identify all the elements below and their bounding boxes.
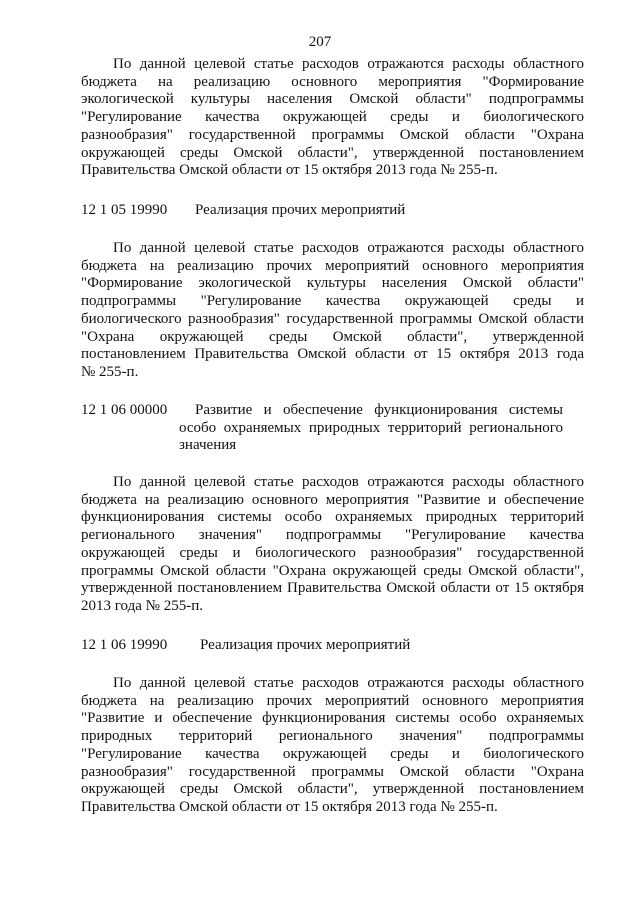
paragraph-line: По данной целевой статье расходов отражаются расходы областного	[113, 56, 584, 72]
paragraph-4	[81, 675, 584, 817]
paragraph-line: бюджета на реализацию основного мероприятия "Формирование	[81, 73, 584, 90]
paragraph-line: разнообразия" государственной программы Омской области "Охрана	[81, 763, 584, 780]
paragraph-line: Правительства Омской области от 15 октября 2013 года № 255-п.	[81, 798, 498, 815]
paragraph-line: окружающей среды Омской области", утвержденной постановлением	[81, 144, 584, 161]
paragraph-line: № 255-п.	[81, 363, 139, 380]
paragraph-line: регионального значения" подпрограммы "Регулирование качества	[81, 527, 584, 544]
paragraph-line: По данной целевой статье расходов отражаются расходы областного	[113, 240, 584, 256]
section-title-line: Реализация прочих мероприятий	[200, 637, 411, 653]
paragraph-line: бюджета на реализацию прочих мероприятий основного мероприятия	[81, 692, 584, 709]
section-title	[195, 202, 575, 220]
paragraph-line: 2013 года № 255-п.	[81, 597, 203, 614]
paragraph-1	[81, 56, 584, 180]
paragraph-line: экологической культуры населения Омской области" подпрограммы	[81, 91, 584, 108]
paragraph-line: "Регулирование качества окружающей среды и биологического	[81, 745, 584, 762]
section-title-line: особо охраняемых природных территорий регионального	[179, 419, 563, 436]
paragraph-line: "Охрана окружающей среды Омской области", утвержденной	[81, 328, 584, 345]
section-title-line: Реализация прочих мероприятий	[195, 202, 406, 218]
paragraph-line: "Регулирование качества окружающей среды и биологического	[81, 109, 584, 126]
section-title	[195, 402, 563, 420]
paragraph-line: природных территорий регионального значения" подпрограммы	[81, 728, 584, 745]
budget-code: 12 1 06 00000	[81, 402, 168, 418]
paragraph-3	[81, 474, 584, 616]
paragraph-line: "Развитие и обеспечение функционирования системы особо охраняемых	[81, 710, 584, 727]
paragraph-line: утвержденной постановлением Правительства Омской области от 15 октября	[81, 580, 584, 597]
paragraph-line: постановлением Правительства Омской области от 15 октября 2013 года	[81, 346, 584, 363]
paragraph-line: По данной целевой статье расходов отражаются расходы областного	[113, 474, 584, 490]
paragraph-line: По данной целевой статье расходов отражаются расходы областного	[113, 675, 584, 691]
paragraph-line: функционирования системы особо охраняемых природных территорий	[81, 509, 584, 526]
page-number: 207	[308, 34, 332, 50]
paragraph-line: "Формирование экологической культуры населения Омской области"	[81, 275, 584, 292]
paragraph-line: окружающей среды и биологического разнообразия" государственной	[81, 544, 584, 561]
budget-code: 12 1 05 19990	[81, 202, 168, 218]
paragraph-line: бюджета на реализацию основного мероприятия "Развитие и обеспечение	[81, 491, 584, 508]
paragraph-line: бюджета на реализацию прочих мероприятий основного мероприятия	[81, 257, 584, 274]
paragraph-line: программы Омской области "Охрана окружающей среды Омской области",	[81, 562, 584, 579]
section-title	[179, 420, 563, 455]
budget-code: 12 1 06 19990	[81, 637, 168, 653]
paragraph-line: разнообразия" государственной программы Омской области "Охрана	[81, 126, 584, 143]
paragraph-line: окружающей среды Омской области", утвержденной постановлением	[81, 781, 584, 798]
section-title	[200, 637, 580, 655]
paragraph-line: Правительства Омской области от 15 октября 2013 года № 255-п.	[81, 162, 498, 179]
section-title-line: Развитие и обеспечение функционирования системы	[195, 402, 563, 418]
paragraph-line: подпрограммы "Регулирование качества окружающей среды и	[81, 293, 584, 310]
paragraph-2	[81, 240, 584, 382]
section-title-line: значения	[179, 437, 237, 454]
paragraph-line: биологического разнообразия" государственной программы Омской области	[81, 310, 584, 327]
